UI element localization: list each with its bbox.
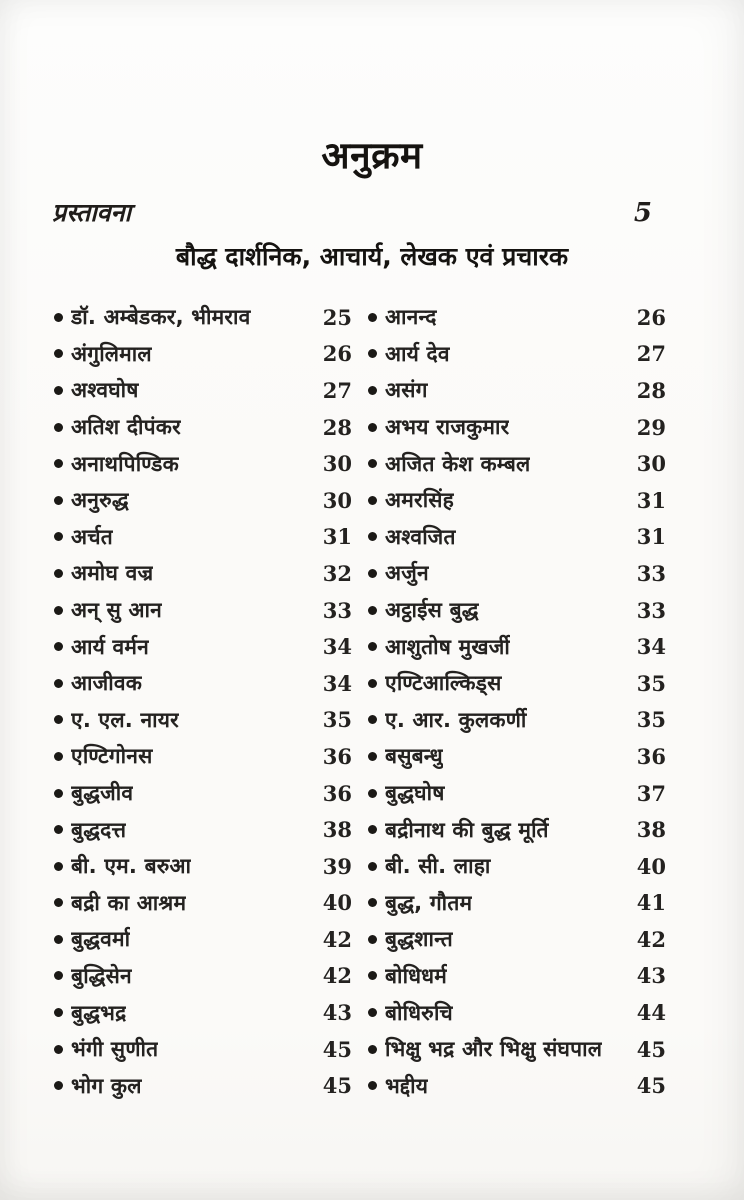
entry-page-number: 27 [322, 377, 352, 403]
entry-page-number: 25 [322, 304, 352, 330]
toc-entry [54, 372, 352, 409]
entry-page-number: 34 [322, 670, 352, 696]
toc-entry [54, 336, 352, 373]
bullet-icon [368, 349, 377, 358]
toc-entry [368, 1067, 666, 1104]
bullet-icon [368, 1045, 377, 1054]
entry-page-number: 30 [322, 451, 352, 477]
toc-entry [368, 811, 666, 848]
toc-entry [54, 702, 352, 739]
bullet-icon [368, 862, 377, 871]
bullet-icon [368, 1081, 377, 1090]
entry-title: बुद्धिसेन [71, 963, 132, 988]
entry-page-number: 35 [322, 707, 352, 733]
bullet-icon [54, 423, 63, 432]
entry-page-number: 31 [636, 487, 666, 513]
entry-title: अनुरुद्ध [71, 488, 129, 513]
entry-title: आजीवक [71, 671, 143, 696]
entry-title: बोधिरुचि [385, 1000, 453, 1025]
entry-title: आनन्द [385, 305, 437, 330]
entry-title: असंग [385, 378, 428, 403]
toc-entry [368, 775, 666, 812]
toc-entry [54, 299, 352, 336]
entry-page-number: 31 [322, 524, 352, 550]
toc-entry [368, 738, 666, 775]
entry-title: बसुबन्धु [385, 744, 443, 769]
entry-title: अश्वघोष [71, 378, 139, 403]
entry-title: अजित केश कम्बल [385, 451, 531, 476]
entry-title: भद्दीय [385, 1073, 429, 1098]
entry-page-number: 33 [636, 597, 666, 623]
toc-left-column [54, 299, 352, 1104]
bullet-icon [368, 459, 377, 468]
entry-page-number: 36 [322, 743, 352, 769]
bullet-icon [54, 496, 63, 505]
bullet-icon [368, 642, 377, 651]
entry-title: बुद्धजीव [71, 781, 134, 806]
entry-page-number: 42 [636, 926, 666, 952]
entry-page-number: 32 [322, 560, 352, 586]
bullet-icon [54, 825, 63, 834]
toc-entry [54, 738, 352, 775]
entry-page-number: 31 [636, 524, 666, 550]
entry-page-number: 37 [636, 780, 666, 806]
entry-title: अंगुलिमाल [71, 341, 152, 366]
toc-entry [368, 555, 666, 592]
toc-entry [368, 445, 666, 482]
bullet-icon [54, 1045, 63, 1054]
toc-entry [368, 628, 666, 665]
entry-page-number: 28 [636, 377, 666, 403]
toc-entry [54, 775, 352, 812]
toc-entry [54, 445, 352, 482]
entry-page-number: 44 [636, 1000, 666, 1026]
entry-page-number: 27 [636, 341, 666, 367]
section-heading: बौद्ध दार्शनिक, आचार्य, लेखक एवं प्रचारक [175, 242, 569, 271]
toc-entry [368, 958, 666, 995]
toc-entry [368, 885, 666, 922]
entry-page-number: 35 [636, 707, 666, 733]
entry-page-number: 40 [322, 890, 352, 916]
entry-page-number: 29 [636, 414, 666, 440]
toc-entry [368, 592, 666, 629]
toc-entry [368, 665, 666, 702]
bullet-icon [368, 971, 377, 980]
bullet-icon [368, 898, 377, 907]
entry-title: आर्य देव [385, 341, 450, 366]
bullet-icon [54, 679, 63, 688]
entry-title: भोग कुल [71, 1073, 142, 1098]
entry-page-number: 41 [636, 890, 666, 916]
entry-page-number: 30 [636, 451, 666, 477]
entry-title: भंगी सुणीत [71, 1037, 159, 1062]
entry-page-number: 45 [322, 1036, 352, 1062]
bullet-icon [368, 825, 377, 834]
bullet-icon [368, 935, 377, 944]
bullet-icon [368, 532, 377, 541]
entry-page-number: 26 [636, 304, 666, 330]
entry-page-number: 45 [636, 1036, 666, 1062]
entry-title: एण्टिआल्किड्स [385, 671, 502, 696]
toc-entry [54, 811, 352, 848]
bullet-icon [54, 789, 63, 798]
preface-page-number: 5 [633, 198, 652, 228]
entry-page-number: 38 [636, 817, 666, 843]
entry-page-number: 28 [322, 414, 352, 440]
entry-page-number: 33 [636, 560, 666, 586]
toc-entry [368, 848, 666, 885]
table-of-contents [54, 299, 666, 1104]
entry-page-number: 30 [322, 487, 352, 513]
toc-entry [54, 482, 352, 519]
page-title: अनुक्रम [321, 134, 423, 177]
entry-page-number: 42 [322, 963, 352, 989]
toc-entry [368, 336, 666, 373]
entry-page-number: 45 [322, 1073, 352, 1099]
bullet-icon [54, 313, 63, 322]
entry-title: अर्जुन [385, 561, 429, 586]
entry-page-number: 40 [636, 853, 666, 879]
toc-entry [368, 1031, 666, 1068]
bullet-icon [54, 606, 63, 615]
entry-title: आशुतोष मुखर्जी [385, 634, 510, 659]
toc-entry [54, 1031, 352, 1068]
entry-title: बुद्धदत्त [71, 817, 127, 842]
toc-right-column [368, 299, 666, 1104]
entry-page-number: 34 [322, 634, 352, 660]
toc-entry [368, 702, 666, 739]
bullet-icon [54, 459, 63, 468]
toc-entry [54, 555, 352, 592]
entry-title: अमरसिंह [385, 488, 454, 513]
toc-entry [368, 994, 666, 1031]
entry-title: ए. आर. कुलकर्णी [385, 707, 527, 732]
bullet-icon [368, 679, 377, 688]
entry-page-number: 36 [322, 780, 352, 806]
bullet-icon [368, 1008, 377, 1017]
entry-page-number: 42 [322, 926, 352, 952]
bullet-icon [368, 496, 377, 505]
entry-page-number: 45 [636, 1073, 666, 1099]
toc-entry [54, 628, 352, 665]
bullet-icon [368, 386, 377, 395]
toc-entry [54, 592, 352, 629]
toc-entry [54, 665, 352, 702]
bullet-icon [54, 898, 63, 907]
bullet-icon [368, 789, 377, 798]
bullet-icon [54, 862, 63, 871]
toc-entry [368, 519, 666, 556]
entry-title: अन् सु आन [71, 598, 163, 623]
bullet-icon [54, 752, 63, 761]
entry-title: बुद्धघोष [385, 781, 445, 806]
entry-title: बद्री का आश्रम [71, 890, 187, 915]
bullet-icon [368, 715, 377, 724]
entry-title: बुद्धवर्मा [71, 927, 131, 952]
toc-entry [368, 409, 666, 446]
entry-page-number: 39 [322, 853, 352, 879]
entry-page-number: 26 [322, 341, 352, 367]
entry-title: अभय राजकुमार [385, 415, 510, 440]
preface-row [52, 195, 652, 229]
bullet-icon [368, 423, 377, 432]
bullet-icon [54, 569, 63, 578]
entry-title: एण्टिगोनस [71, 744, 153, 769]
bullet-icon [54, 715, 63, 724]
entry-title: भिक्षु भद्र और भिक्षु संघपाल [385, 1037, 603, 1062]
entry-title: ए. एल. नायर [71, 707, 179, 732]
entry-title: बुद्धभद्र [71, 1000, 127, 1025]
toc-entry [54, 958, 352, 995]
entry-title: बुद्धशान्त [385, 927, 453, 952]
toc-entry [54, 921, 352, 958]
bullet-icon [54, 1081, 63, 1090]
entry-page-number: 38 [322, 817, 352, 843]
bullet-icon [368, 313, 377, 322]
entry-page-number: 33 [322, 597, 352, 623]
bullet-icon [368, 606, 377, 615]
entry-title: बोधिधर्म [385, 963, 448, 988]
toc-entry [54, 1067, 352, 1104]
entry-title: अर्चत [71, 524, 113, 549]
bullet-icon [54, 935, 63, 944]
entry-title: बी. एम. बरुआ [71, 854, 192, 879]
entry-page-number: 43 [322, 1000, 352, 1026]
entry-page-number: 36 [636, 743, 666, 769]
bullet-icon [54, 971, 63, 980]
toc-entry [54, 994, 352, 1031]
bullet-icon [368, 752, 377, 761]
bullet-icon [54, 642, 63, 651]
entry-title: बी. सी. लाहा [385, 854, 491, 879]
toc-entry [368, 921, 666, 958]
entry-title: अतिश दीपंकर [71, 415, 181, 440]
entry-title: डॉ. अम्बेडकर, भीमराव [71, 305, 251, 330]
bullet-icon [54, 1008, 63, 1017]
entry-page-number: 34 [636, 634, 666, 660]
entry-title: आर्य वर्मन [71, 634, 150, 659]
toc-entry [368, 482, 666, 519]
toc-entry [54, 848, 352, 885]
toc-entry [54, 885, 352, 922]
toc-entry [54, 519, 352, 556]
entry-title: अमोघ वज्र [71, 561, 154, 586]
bullet-icon [54, 386, 63, 395]
entry-title: बुद्ध, गौतम [385, 890, 473, 915]
preface-label: प्रस्तावना [52, 198, 131, 227]
bullet-icon [54, 349, 63, 358]
toc-entry [54, 409, 352, 446]
entry-page-number: 35 [636, 670, 666, 696]
toc-entry [368, 299, 666, 336]
entry-title: अश्वजित [385, 524, 456, 549]
toc-entry [368, 372, 666, 409]
bullet-icon [54, 532, 63, 541]
bullet-icon [368, 569, 377, 578]
entry-title: बद्रीनाथ की बुद्ध मूर्ति [385, 817, 549, 842]
entry-page-number: 43 [636, 963, 666, 989]
entry-title: अनाथपिण्डिक [71, 451, 179, 476]
entry-title: अट्ठाईस बुद्ध [385, 598, 479, 623]
